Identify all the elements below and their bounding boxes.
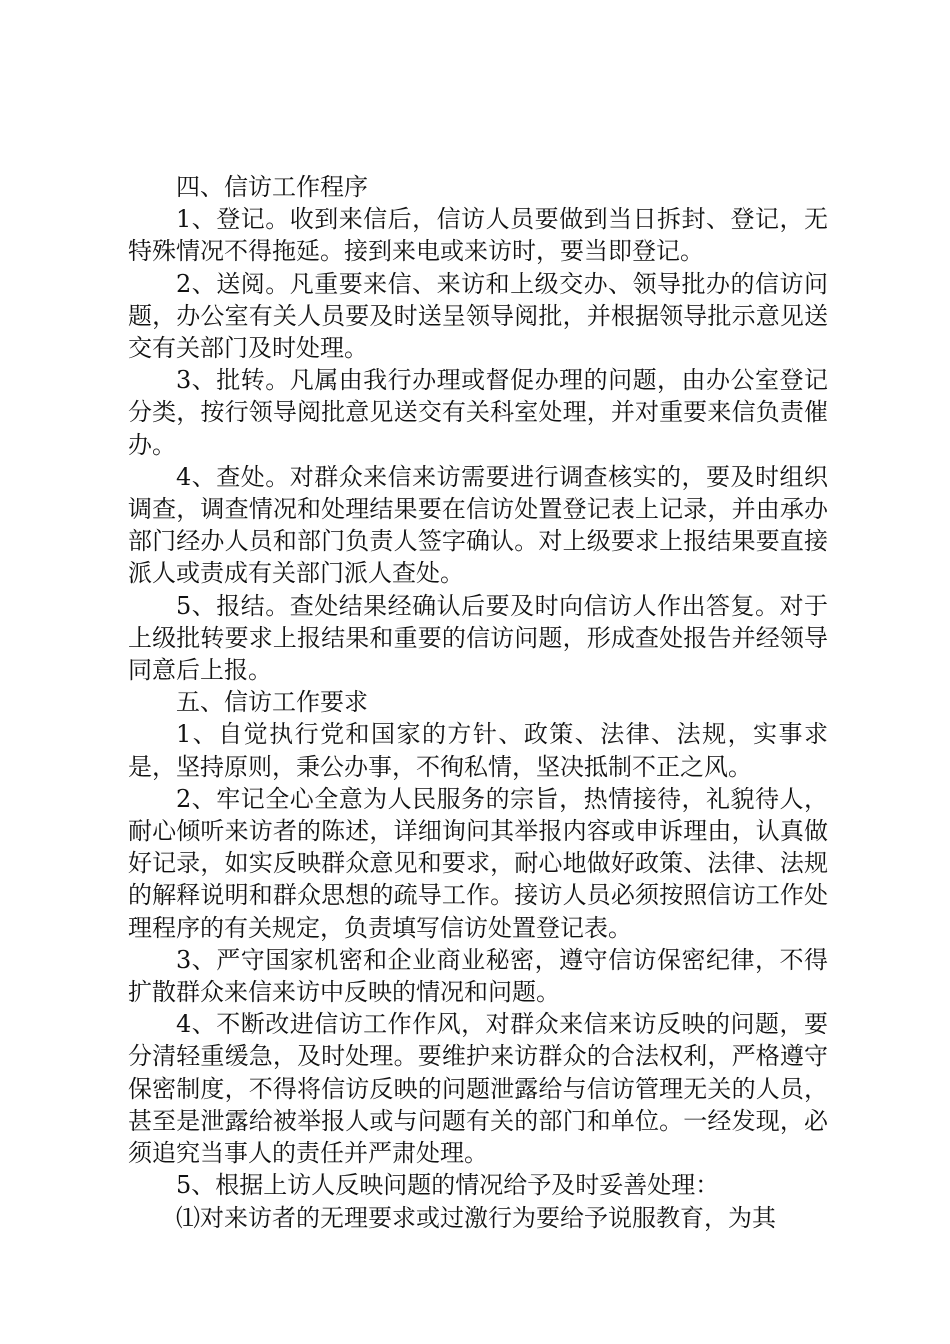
paragraph-requirement-5-item-1: ⑴对来访者的无理要求或过激行为要给予说服教育，为其 bbox=[176, 1203, 776, 1232]
section-heading-requirements: 五、信访工作要求 bbox=[176, 688, 368, 717]
paragraph-forwarding: 3、批转。凡属由我行办理或督促办理的问题，由办公室登记分类，按行领导阅批意见送交有关科室处理，并对重要来信负责催办。 bbox=[128, 366, 828, 459]
paragraph-reporting: 5、报结。查处结果经确认后要及时向信访人作出答复。对于上级批转要求上报结果和重要的信访问题，形成查处报告并经领导同意后上报。 bbox=[128, 591, 828, 685]
paragraph-review: 2、送阅。凡重要来信、来访和上级交办、领导批办的信访问题，办公室有关人员要及时送呈领导阅批，并根据领导批示意见送交有关部门及时处理。 bbox=[128, 269, 828, 363]
paragraph-registration: 1、登记。收到来信后，信访人员要做到当日拆封、登记，无特殊情况不得拖延。接到来电或来访时，要当即登记。 bbox=[128, 205, 828, 266]
paragraph-requirement-1: 1、自觉执行党和国家的方针、政策、法律、法规，实事求是，坚持原则，秉公办事，不徇私情，坚决抵制不正之风。 bbox=[128, 720, 828, 781]
document-body bbox=[128, 171, 828, 1234]
paragraph-requirement-3: 3、严守国家机密和企业商业秘密，遵守信访保密纪律，不得扩散群众来信来访中反映的情况和问题。 bbox=[128, 945, 828, 1007]
paragraph-requirement-4: 4、不断改进信访工作作风，对群众来信来访反映的问题，要分清轻重缓急，及时处理。要维护来访群众的合法权利，严格遵守保密制度，不得将信访反映的问题泄露给与信访管理无关的人员，甚至是泄露给被举报人或与问题有关的部门和单位。一经发现，必须追究当事人的责任并严肃处理。 bbox=[128, 1010, 828, 1168]
section-heading-procedure: 四、信访工作程序 bbox=[176, 173, 368, 201]
paragraph-requirement-5: 5、根据上访人反映问题的情况给予及时妥善处理： bbox=[176, 1171, 720, 1200]
paragraph-requirement-2: 2、牢记全心全意为人民服务的宗旨，热情接待，礼貌待人，耐心倾听来访者的陈述，详细询问其举报内容或申诉理由，认真做好记录，如实反映群众意见和要求，耐心地做好政策、法律、法规的解释说明和群众思想的疏导工作。接访人员必须按照信访工作处理程序的有关规定，负责填写信访处置登记表。 bbox=[128, 784, 828, 942]
paragraph-investigation: 4、查处。对群众来信来访需要进行调查核实的，要及时组织调查，调查情况和处理结果要在信访处置登记表上记录，并由承办部门经办人员和部门负责人签字确认。对上级要求上报结果要直接派人或责成有关部门派人查处。 bbox=[128, 462, 828, 588]
